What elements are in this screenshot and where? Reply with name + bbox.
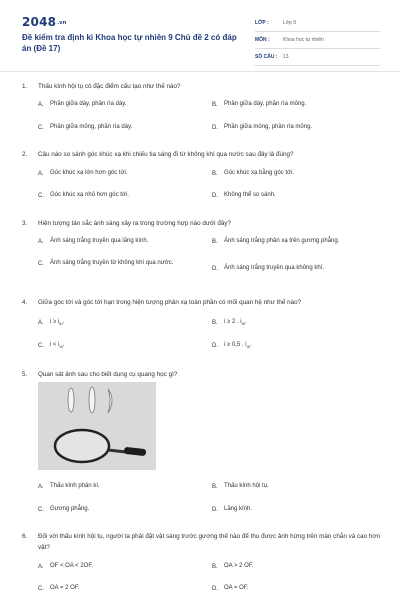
question-stem: Câu nào so sánh góc khúc xạ khi chiếu tia sáng đi từ không khí qua nước sau đây là đúng? xyxy=(38,151,294,158)
option-c[interactable] xyxy=(38,191,129,200)
option-text: Phần giữa mỏng, phần rìa mỏng. xyxy=(224,124,313,130)
option-text: OA > 2 OF. xyxy=(224,563,254,569)
option-b[interactable] xyxy=(212,318,247,328)
magnifier-photo xyxy=(38,382,156,470)
option-text: OA = 2 OF. xyxy=(50,585,80,591)
exam-meta xyxy=(255,15,380,66)
option-d[interactable] xyxy=(212,341,252,351)
option-text: i ≥ 0,5 . $i_{th}$. xyxy=(224,342,252,350)
option-text: OA = OF. xyxy=(224,585,249,591)
option-letter: A. xyxy=(38,483,44,490)
option-text: Phần giữa dày, phần rìa mỏng. xyxy=(224,101,307,107)
option-a[interactable] xyxy=(38,482,100,491)
option-letter: B. xyxy=(212,101,218,108)
option-text: Phần giữa mỏng, phần rìa dày. xyxy=(50,124,133,130)
option-letter: A. xyxy=(38,563,44,570)
site-logo[interactable] xyxy=(22,15,67,29)
option-b[interactable] xyxy=(212,482,269,491)
option-b[interactable] xyxy=(212,169,294,178)
exam-title: Đề kiểm tra định kì Khoa học tự nhiên 9 Chủ đề 2 có đáp án (Đề 17) xyxy=(22,33,237,53)
option-text: Không thể so sánh. xyxy=(224,192,276,198)
header-divider xyxy=(0,71,400,72)
option-text: Thấu kính phân kì. xyxy=(50,483,100,489)
question-number: 4. xyxy=(22,299,28,306)
logo-suffix: .vn xyxy=(57,20,67,26)
option-a[interactable] xyxy=(38,169,128,178)
option-letter: C. xyxy=(38,260,44,267)
option-d[interactable] xyxy=(212,584,249,593)
meta-row-class xyxy=(255,15,380,32)
option-d[interactable] xyxy=(212,505,252,514)
question-3 xyxy=(22,218,382,229)
option-letter: C. xyxy=(38,192,44,199)
question-number: 6. xyxy=(22,533,28,540)
option-letter: C. xyxy=(38,124,44,131)
header xyxy=(0,0,400,72)
option-a[interactable] xyxy=(38,318,64,328)
option-text: Ánh sáng trắng phản xạ trên gương phẳng. xyxy=(224,238,340,244)
meta-row-count xyxy=(255,49,380,66)
option-b[interactable] xyxy=(212,562,254,571)
option-letter: D. xyxy=(212,585,218,592)
option-c[interactable] xyxy=(38,584,80,593)
question-number: 3. xyxy=(22,220,28,227)
question-number: 2. xyxy=(22,151,28,158)
option-text: Phần giữa dày, phần rìa dày. xyxy=(50,101,127,107)
option-letter: C. xyxy=(38,343,44,350)
question-stem: Quan sát ảnh sau cho biết dụng cụ quang học gì? xyxy=(38,371,178,378)
option-text: Góc khúc xạ nhỏ hơn góc tới. xyxy=(50,192,129,198)
option-text: Ánh sáng trắng truyền qua lăng kính. xyxy=(50,238,149,244)
meta-value: Lớp 9 xyxy=(283,20,297,26)
option-a[interactable] xyxy=(38,562,93,571)
meta-key: SỐ CÂU : xyxy=(255,54,278,60)
question-stem: Hiện tượng tán sắc ánh sáng xảy ra trong trường hợp nào dưới đây? xyxy=(38,220,231,227)
question-stem: Thấu kính hội tụ có đặc điểm cấu tạo như thế nào? xyxy=(38,83,181,90)
option-c[interactable] xyxy=(38,341,65,351)
question-number: 5. xyxy=(22,371,28,378)
option-text: Thấu kính hội tụ. xyxy=(224,483,269,489)
option-d[interactable] xyxy=(212,191,276,200)
option-letter: A. xyxy=(38,170,44,177)
option-text: Gương phẳng. xyxy=(50,506,90,512)
option-letter: B. xyxy=(212,238,218,245)
option-letter: B. xyxy=(212,170,218,177)
option-letter: A. xyxy=(38,238,44,245)
option-a[interactable] xyxy=(38,100,127,109)
option-c[interactable] xyxy=(38,505,89,514)
option-letter: D. xyxy=(212,265,218,272)
question-6 xyxy=(22,531,382,553)
option-text: $i < i_{th}$. xyxy=(50,342,65,350)
question-4 xyxy=(22,297,382,308)
option-letter: C. xyxy=(38,585,44,592)
option-letter: D. xyxy=(212,192,218,199)
option-c[interactable] xyxy=(38,123,132,132)
option-a[interactable] xyxy=(38,237,148,246)
meta-value: 13 xyxy=(283,54,289,60)
option-text: OF < OA < 2OF. xyxy=(50,563,94,569)
option-text: i ≥ 2 . $i_{th}$. xyxy=(224,319,247,327)
option-letter: D. xyxy=(212,343,218,350)
option-d[interactable] xyxy=(212,264,324,273)
question-stem: Đối với thấu kính hội tụ, người ta phải đặt vật sáng trước gương thế nào để thu được ảnh hứng trên màn chắn và cao hơn vật? xyxy=(38,533,381,551)
meta-key: LỚP : xyxy=(255,20,269,26)
question-2 xyxy=(22,149,382,160)
option-letter: B. xyxy=(212,320,218,327)
option-letter: A. xyxy=(38,101,44,108)
option-b[interactable] xyxy=(212,100,306,109)
question-5 xyxy=(22,369,382,380)
question-stem: Giữa góc tới và góc tới hạn trong hiện tượng phản xạ toàn phần có mối quan hệ như thế nào? xyxy=(38,299,302,306)
option-text: Ánh sáng trắng truyền qua không khí. xyxy=(224,265,325,271)
option-text: Góc khúc xạ bằng góc tới. xyxy=(224,170,294,176)
question-1 xyxy=(22,81,382,92)
option-letter: D. xyxy=(212,506,218,513)
option-letter: C. xyxy=(38,506,44,513)
option-d[interactable] xyxy=(212,123,312,132)
meta-key: MÔN : xyxy=(255,37,270,43)
option-letter: A. xyxy=(38,320,44,327)
magnifying-glass-icon xyxy=(38,382,156,470)
option-text: Lăng kính. xyxy=(224,506,253,512)
meta-row-subject xyxy=(255,32,380,49)
option-letter: B. xyxy=(212,483,218,490)
question-number: 1. xyxy=(22,83,28,90)
option-b[interactable] xyxy=(212,237,339,246)
option-text: Góc khúc xạ lớn hơn góc tới. xyxy=(50,170,128,176)
meta-value: Khoa học tự nhiên xyxy=(283,37,324,43)
option-c[interactable] xyxy=(38,259,198,268)
option-letter: B. xyxy=(212,563,218,570)
logo-text: 2048 xyxy=(22,15,57,29)
option-text: Ánh sáng trắng truyền từ không khí qua nước. xyxy=(50,260,174,266)
option-text: $i \ge i_{th}$. xyxy=(50,319,65,327)
option-letter: D. xyxy=(212,124,218,131)
